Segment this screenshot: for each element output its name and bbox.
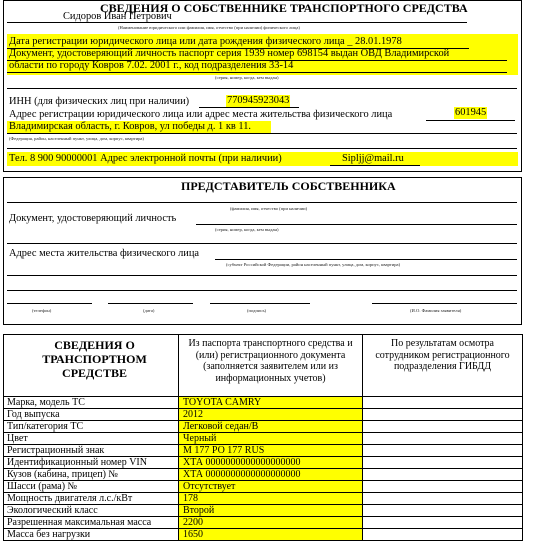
vehicle-header-col2: Из паспорта транспортного средства и (или) регистрационного документа (заполняется заявителем или из информационных учетов): [179, 335, 363, 397]
row-value[interactable]: ХТА 0000000000000000000: [179, 457, 363, 469]
owner-phone-line[interactable]: Тел. 8 900 90000001 Адрес электронной почты (при наличии): [9, 153, 282, 164]
row-inspection[interactable]: [363, 493, 523, 505]
row-label: Шасси (рама) №: [4, 481, 179, 493]
representative-initials-hint: (И.О. Фамилия заявителя): [410, 308, 462, 313]
vehicle-table-header: [4, 335, 523, 397]
owner-reg-date-line[interactable]: Дата регистрации юридического лица или дата рождения физического лица _ 28.01.1978: [9, 36, 402, 47]
representative-document-hint: (серия, номер, когда, кем выдан): [215, 227, 279, 232]
row-value[interactable]: М 177 РО 177 RUS: [179, 445, 363, 457]
owner-address-hint: (Федерация, район, населенный пункт, улица, дом, корпус, квартира): [9, 136, 144, 141]
row-inspection[interactable]: [363, 505, 523, 517]
owner-document-underline2: [7, 72, 507, 73]
row-label: Идентификационный номер VIN: [4, 457, 179, 469]
owner-email[interactable]: Sipljj@mail.ru: [342, 153, 404, 164]
owner-section-title: СВЕДЕНИЯ О СОБСТВЕННИКЕ ТРАНСПОРТНОГО СРЕДСТВА: [100, 1, 468, 15]
table-row: [4, 421, 523, 433]
table-row: [4, 469, 523, 481]
owner-inn-label: ИНН (для физических лиц при наличии): [9, 96, 190, 107]
table-row: [4, 433, 523, 445]
table-row: [4, 529, 523, 541]
row-label: Регистрационный знак: [4, 445, 179, 457]
row-inspection[interactable]: [363, 529, 523, 541]
row-inspection[interactable]: [363, 517, 523, 529]
representative-address-label: Адрес места жительства физического лица: [9, 248, 200, 259]
row-inspection[interactable]: [363, 457, 523, 469]
row-label: Кузов (кабина, прицеп) №: [4, 469, 179, 481]
table-row: [4, 517, 523, 529]
table-row: [4, 445, 523, 457]
table-row: [4, 493, 523, 505]
owner-name-value[interactable]: Сидоров Иван Петрович: [63, 11, 172, 22]
vehicle-header-col3: По результатам осмотра сотрудником регистрационного подразделения ГИБДД: [363, 335, 523, 397]
owner-inn-underline: [199, 107, 299, 108]
representative-phone-hint: (телефон): [32, 308, 52, 313]
representative-document-underline: [196, 224, 517, 225]
owner-postcode[interactable]: 601945: [455, 107, 487, 118]
vehicle-header-col1: СВЕДЕНИЯ О ТРАНСПОРТНОМ СРЕДСТВЕ: [4, 335, 179, 397]
representative-initials-underline: [372, 303, 517, 304]
row-inspection[interactable]: [363, 469, 523, 481]
table-row: [4, 457, 523, 469]
row-value[interactable]: ХТА 0000000000000000000: [179, 469, 363, 481]
row-value[interactable]: 2012: [179, 409, 363, 421]
row-label: Год выпуска: [4, 409, 179, 421]
row-label: Разрешенная максимальная масса: [4, 517, 179, 529]
table-row: [4, 505, 523, 517]
row-label: Экологический класс: [4, 505, 179, 517]
row-inspection[interactable]: [363, 433, 523, 445]
owner-extra-underline: [7, 88, 517, 89]
owner-address-underline: [7, 133, 517, 134]
table-row: [4, 409, 523, 421]
row-label: Мощность двигателя л.с./кВт: [4, 493, 179, 505]
representative-section-title: ПРЕДСТАВИТЕЛЬ СОБСТВЕННИКА: [181, 179, 396, 193]
row-label: Масса без нагрузки: [4, 529, 179, 541]
row-value[interactable]: Черный: [179, 433, 363, 445]
row-label: Тип/категория ТС: [4, 421, 179, 433]
owner-inn-value[interactable]: 770945923043: [227, 95, 290, 106]
row-inspection[interactable]: [363, 421, 523, 433]
row-inspection[interactable]: [363, 409, 523, 421]
representative-address-hint: (субъект Российской Федерации, район населенный пункт, улица, дом, корпус, квартира): [226, 262, 401, 267]
representative-sign-underline: [210, 303, 310, 304]
row-value[interactable]: Отсутствует: [179, 481, 363, 493]
owner-document-line1[interactable]: Документ, удостоверяющий личность паспорт серия 1939 номер 698154 выдан ОВД Владимирской: [9, 48, 450, 59]
representative-name-hint: (фамилия, имя, отчество (при наличии): [230, 206, 308, 211]
representative-address-underline: [215, 259, 517, 260]
row-value[interactable]: Второй: [179, 505, 363, 517]
owner-document-hint: (серия, номер, когда, кем выдан): [215, 75, 279, 80]
vehicle-table: [3, 334, 523, 541]
row-value[interactable]: 1650: [179, 529, 363, 541]
row-value[interactable]: 2200: [179, 517, 363, 529]
representative-address-underline3: [7, 290, 517, 291]
representative-sign-hint: (подпись): [247, 308, 267, 313]
owner-address-extra-underline: [7, 148, 517, 149]
representative-date-underline: [108, 303, 193, 304]
table-row: [4, 481, 523, 493]
owner-postcode-underline: [426, 120, 515, 121]
representative-date-hint: (дата): [143, 308, 155, 313]
row-value[interactable]: Легковой седан/В: [179, 421, 363, 433]
representative-phone-underline: [7, 303, 92, 304]
row-inspection[interactable]: [363, 397, 523, 409]
table-row: [4, 397, 523, 409]
representative-address-underline2: [7, 275, 517, 276]
row-inspection[interactable]: [363, 481, 523, 493]
representative-document-extra-underline: [7, 243, 517, 244]
row-value[interactable]: TOYOTA CAMRY: [179, 397, 363, 409]
owner-email-underline: [330, 165, 420, 166]
row-label: Цвет: [4, 433, 179, 445]
owner-document-line2[interactable]: области по городу Ковров 7.02. 2001 г., код подразделения 33-14: [9, 60, 294, 71]
representative-name-underline: [7, 202, 517, 203]
owner-address-line2[interactable]: Владимирская область, г. Ковров, ул победы д. 1 кв 11.: [9, 121, 251, 132]
owner-name-hint: (Наименование юридического или фамилия, имя, отчество (при наличии) физического лица): [118, 25, 300, 30]
row-label: Марка, модель ТС: [4, 397, 179, 409]
representative-document-label: Документ, удостоверяющий личность: [9, 213, 177, 224]
row-value[interactable]: 178: [179, 493, 363, 505]
owner-address-label: Адрес регистрации юридического лица или адрес места жительства физического лица: [9, 109, 393, 120]
row-inspection[interactable]: [363, 445, 523, 457]
